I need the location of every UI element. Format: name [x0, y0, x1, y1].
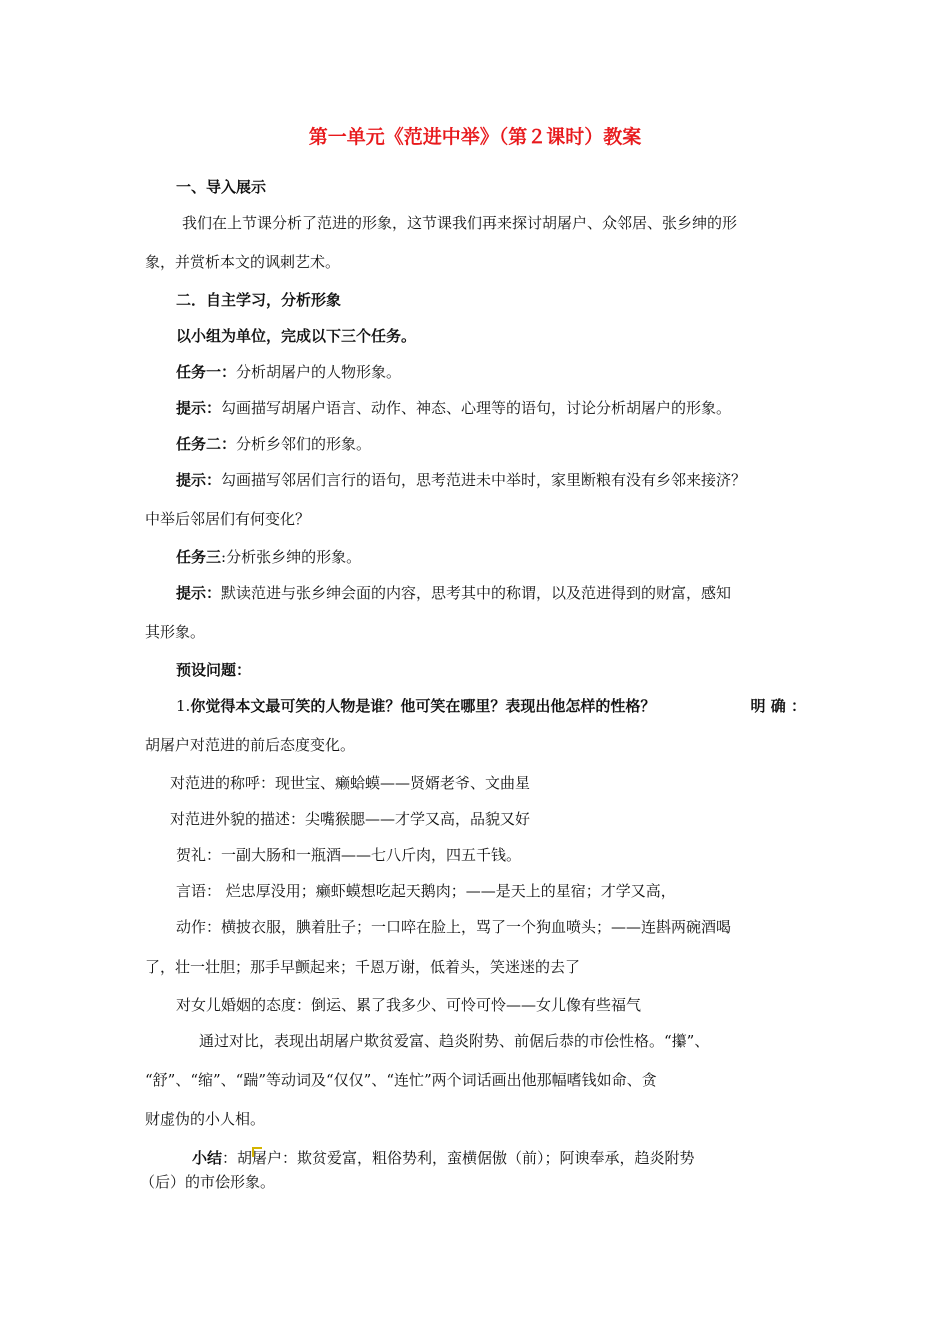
hint-3-continuation: 其形象。: [145, 623, 206, 641]
intro-paragraph-line-1: 我们在上节课分析了范进的形象，这节课我们再来探讨胡屠户、众邻居、张乡绅的形: [182, 214, 738, 232]
hint-1: [176, 398, 841, 418]
line-marriage-attitude: 对女儿婚姻的态度：倒运、累了我多少、可怜可怜——女儿像有些福气: [176, 996, 642, 1014]
group-instruction: 以小组为单位，完成以下三个任务。: [176, 327, 417, 345]
clarify-label: 明 确 ：: [750, 697, 806, 715]
summary-text: ：胡屠户：欺贫爱富，粗俗势利，蛮横倨傲（前）；阿谀奉承，趋炎附势: [222, 1149, 695, 1167]
summary-continuation: （后）的市侩形象。: [140, 1173, 276, 1191]
line-address: 对范进的称呼：现世宝、癞蛤蟆——贤婿老爷、文曲星: [170, 774, 531, 792]
line-gift: 贺礼：一副大肠和一瓶酒——七八斤肉，四五千钱。: [176, 846, 522, 864]
analysis-line-1: 通过对比，表现出胡屠户欺贫爱富、趋炎附势、前倨后恭的市侩性格。“攥”、: [199, 1032, 710, 1050]
line-appearance: 对范进外貌的描述：尖嘴猴腮——才学又高，品貌又好: [170, 810, 531, 828]
section-heading-intro: 一、导入展示: [176, 178, 267, 196]
task-2: [176, 434, 841, 454]
hint-1-text: 勾画描写胡屠户语言、动作、神态、心理等的语句，讨论分析胡屠户的形象。: [221, 399, 732, 417]
analysis-line-3: 财虚伪的小人相。: [145, 1110, 266, 1128]
hint-3: [176, 583, 841, 603]
hint-2-text: 勾画描写邻居们言行的语句，思考范进未中举时，家里断粮有没有乡邻来接济？: [221, 471, 747, 489]
page-title: 第一单元《范进中举》（第２课时）教案: [308, 126, 642, 148]
line-action: 动作：横披衣服，腆着肚子；一口啐在脸上，骂了一个狗血喷头；——连斟两碗酒喝: [176, 918, 732, 936]
task-3: [176, 547, 841, 567]
task-1: [176, 362, 841, 382]
hint-3-label: 提示：: [176, 584, 222, 602]
question-1: [176, 696, 806, 716]
task-1-label: 任务一：: [176, 363, 237, 381]
answer-intro: 胡屠户对范进的前后态度变化。: [145, 736, 356, 754]
line-action-continuation: 了，壮一壮胆；那手早颤起来；千恩万谢，低着头，笑迷迷的去了: [145, 958, 581, 976]
task-2-text: 分析乡邻们的形象。: [236, 435, 372, 453]
question-1-text: 你觉得本文最可笑的人物是谁？他可笑在哪里？表现出他怎样的性格？: [190, 697, 656, 715]
hint-2-continuation: 中举后邻居们有何变化？: [145, 510, 311, 528]
intro-paragraph-line-2: 象，并赏析本文的讽刺艺术。: [145, 253, 341, 271]
section-heading-study: 二．自主学习，分析形象: [176, 291, 342, 309]
line-speech: 言语： 烂忠厚没用；癞虾蟆想吃起天鹅肉；——是天上的星宿；才学又高，: [176, 882, 676, 900]
task-1-text: 分析胡屠户的人物形象。: [236, 363, 402, 381]
task-3-label: 任务三: [176, 548, 222, 566]
hint-1-label: 提示：: [176, 399, 222, 417]
summary: [192, 1148, 857, 1168]
hint-2: [176, 470, 841, 490]
task-2-label: 任务二：: [176, 435, 237, 453]
summary-label: 小结: [192, 1149, 223, 1167]
analysis-line-2: “舒”、“缩”、“踹”等动词及“仅仅”、“连忙”两个词话画出他那幅嗜钱如命、贪: [145, 1071, 657, 1089]
preset-questions-heading: 预设问题：: [176, 661, 252, 679]
question-1-number: 1.: [176, 697, 191, 715]
hint-3-text: 默读范进与张乡绅会面的内容，思考其中的称谓，以及范进得到的财富，感知: [221, 584, 732, 602]
task-3-text: :分析张乡绅的形象。: [221, 548, 362, 566]
hint-2-label: 提示：: [176, 471, 222, 489]
